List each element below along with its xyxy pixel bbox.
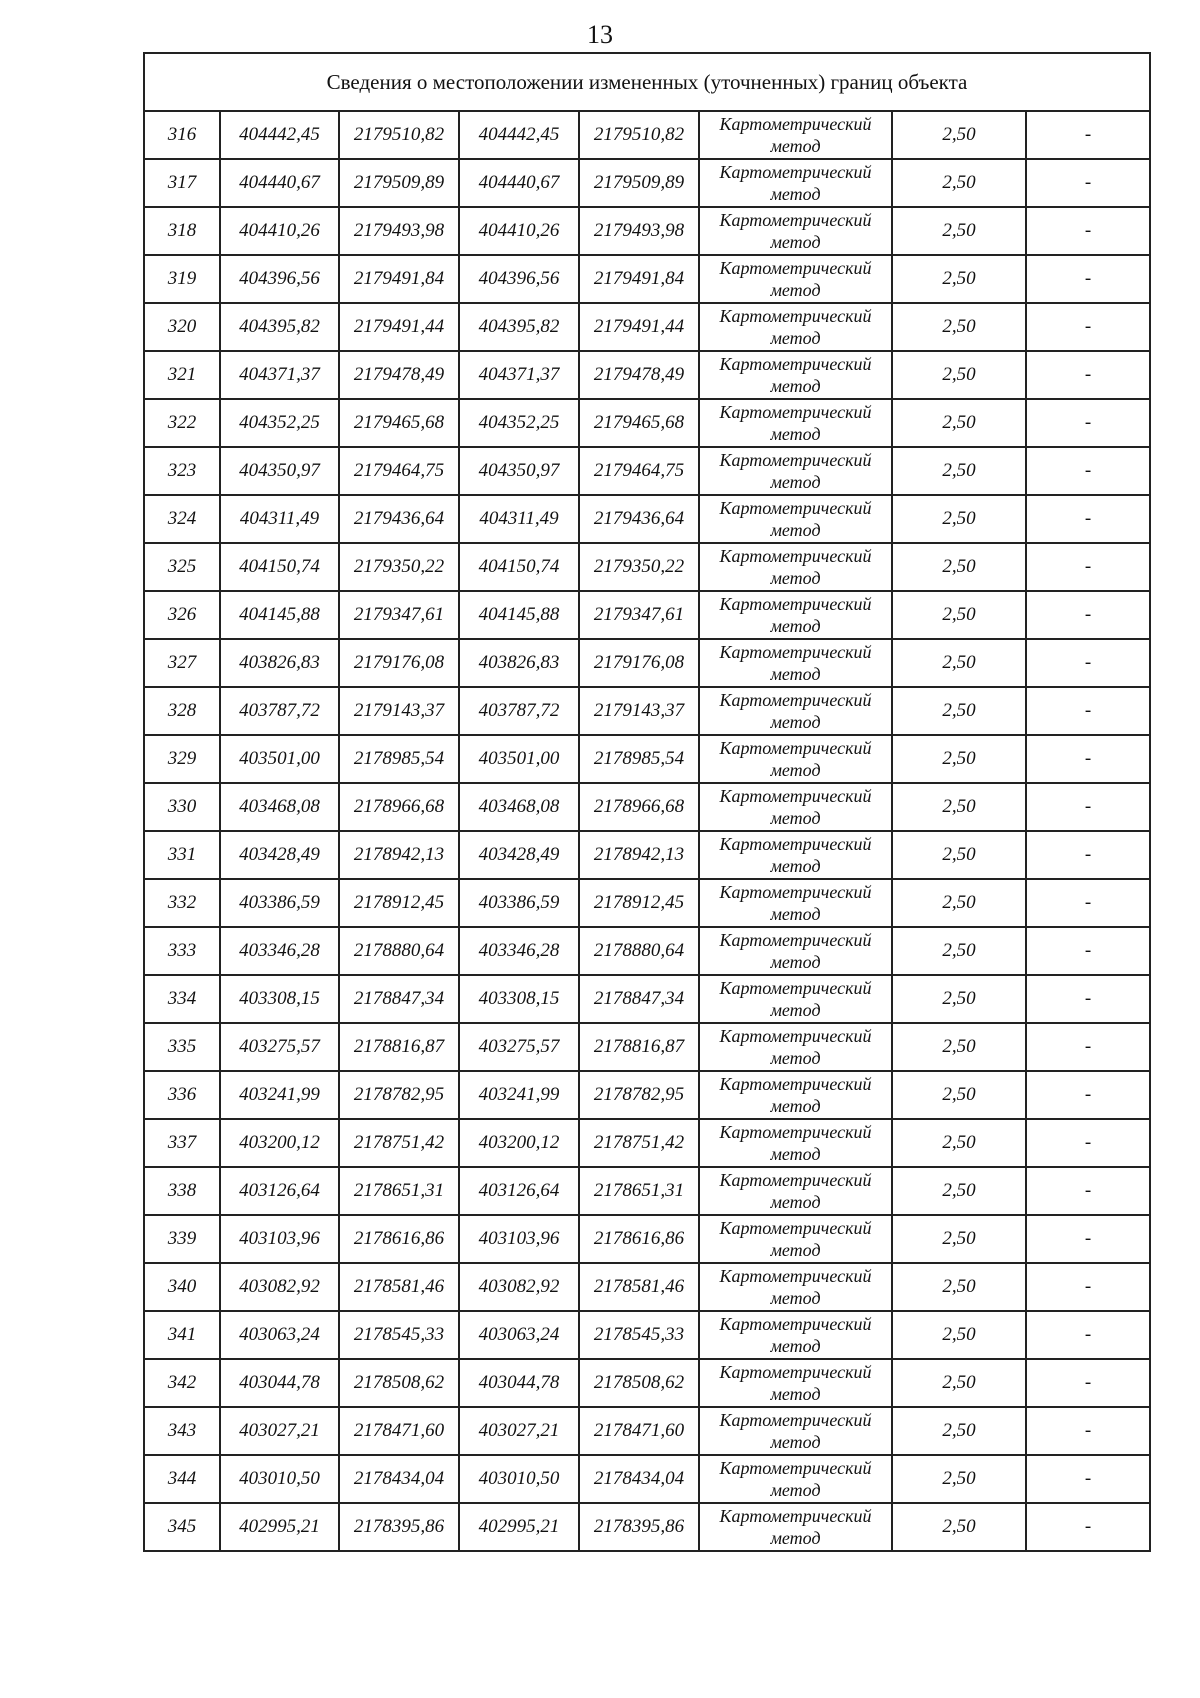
cell-x-existing: 404311,49 — [220, 495, 339, 543]
cell-note: - — [1026, 495, 1150, 543]
cell-accuracy: 2,50 — [892, 351, 1026, 399]
cell-point-number: 320 — [144, 303, 220, 351]
cell-x-existing: 403468,08 — [220, 783, 339, 831]
cell-accuracy: 2,50 — [892, 1167, 1026, 1215]
cell-x-existing: 403787,72 — [220, 687, 339, 735]
cell-y-new: 2179491,84 — [579, 255, 699, 303]
cell-accuracy: 2,50 — [892, 591, 1026, 639]
cell-accuracy: 2,50 — [892, 687, 1026, 735]
table-header: Сведения о местоположении измененных (уточненных) границ объекта — [144, 53, 1150, 111]
cell-x-existing: 403428,49 — [220, 831, 339, 879]
cell-point-number: 330 — [144, 783, 220, 831]
cell-note: - — [1026, 1311, 1150, 1359]
cell-y-new: 2179350,22 — [579, 543, 699, 591]
cell-y-existing: 2178912,45 — [339, 879, 459, 927]
cell-x-new: 403275,57 — [459, 1023, 579, 1071]
cell-y-existing: 2178545,33 — [339, 1311, 459, 1359]
table-row — [144, 495, 1150, 543]
cell-x-existing: 403126,64 — [220, 1167, 339, 1215]
cell-note: - — [1026, 1455, 1150, 1503]
cell-x-existing: 403044,78 — [220, 1359, 339, 1407]
cell-y-existing: 2179436,64 — [339, 495, 459, 543]
table-row — [144, 1311, 1150, 1359]
cell-accuracy: 2,50 — [892, 399, 1026, 447]
table-row — [144, 735, 1150, 783]
cell-y-existing: 2178985,54 — [339, 735, 459, 783]
cell-x-existing: 403826,83 — [220, 639, 339, 687]
cell-y-new: 2178651,31 — [579, 1167, 699, 1215]
cell-accuracy: 2,50 — [892, 1215, 1026, 1263]
cell-method: Картометрический метод — [699, 591, 892, 639]
table-row — [144, 543, 1150, 591]
cell-accuracy: 2,50 — [892, 1119, 1026, 1167]
cell-x-new: 404395,82 — [459, 303, 579, 351]
cell-method: Картометрический метод — [699, 879, 892, 927]
table-row — [144, 783, 1150, 831]
cell-y-existing: 2178395,86 — [339, 1503, 459, 1551]
table-row — [144, 639, 1150, 687]
cell-point-number: 321 — [144, 351, 220, 399]
table-row — [144, 1359, 1150, 1407]
cell-accuracy: 2,50 — [892, 1359, 1026, 1407]
table-row — [144, 351, 1150, 399]
cell-point-number: 338 — [144, 1167, 220, 1215]
cell-x-new: 403063,24 — [459, 1311, 579, 1359]
cell-accuracy: 2,50 — [892, 879, 1026, 927]
cell-accuracy: 2,50 — [892, 735, 1026, 783]
cell-x-existing: 403103,96 — [220, 1215, 339, 1263]
cell-x-existing: 404442,45 — [220, 111, 339, 159]
cell-y-existing: 2179350,22 — [339, 543, 459, 591]
cell-point-number: 343 — [144, 1407, 220, 1455]
cell-accuracy: 2,50 — [892, 447, 1026, 495]
table-row — [144, 1407, 1150, 1455]
cell-y-new: 2178581,46 — [579, 1263, 699, 1311]
cell-x-new: 404150,74 — [459, 543, 579, 591]
cell-y-existing: 2178471,60 — [339, 1407, 459, 1455]
cell-point-number: 334 — [144, 975, 220, 1023]
table-row — [144, 1071, 1150, 1119]
cell-y-new: 2178912,45 — [579, 879, 699, 927]
cell-x-new: 404371,37 — [459, 351, 579, 399]
cell-accuracy: 2,50 — [892, 495, 1026, 543]
cell-y-new: 2179436,64 — [579, 495, 699, 543]
cell-x-existing: 403501,00 — [220, 735, 339, 783]
cell-x-new: 403103,96 — [459, 1215, 579, 1263]
table-row — [144, 255, 1150, 303]
cell-x-new: 403027,21 — [459, 1407, 579, 1455]
cell-method: Картометрический метод — [699, 783, 892, 831]
cell-note: - — [1026, 735, 1150, 783]
table-row — [144, 879, 1150, 927]
cell-x-existing: 403275,57 — [220, 1023, 339, 1071]
cell-y-existing: 2178581,46 — [339, 1263, 459, 1311]
cell-x-new: 403126,64 — [459, 1167, 579, 1215]
cell-point-number: 332 — [144, 879, 220, 927]
cell-method: Картометрический метод — [699, 735, 892, 783]
cell-method: Картометрический метод — [699, 1311, 892, 1359]
cell-point-number: 316 — [144, 111, 220, 159]
cell-accuracy: 2,50 — [892, 303, 1026, 351]
cell-point-number: 342 — [144, 1359, 220, 1407]
cell-y-existing: 2179465,68 — [339, 399, 459, 447]
table-row — [144, 1455, 1150, 1503]
cell-note: - — [1026, 1359, 1150, 1407]
cell-note: - — [1026, 207, 1150, 255]
cell-y-existing: 2178847,34 — [339, 975, 459, 1023]
cell-x-existing: 404352,25 — [220, 399, 339, 447]
cell-accuracy: 2,50 — [892, 975, 1026, 1023]
cell-x-existing: 403386,59 — [220, 879, 339, 927]
cell-point-number: 344 — [144, 1455, 220, 1503]
cell-y-new: 2178545,33 — [579, 1311, 699, 1359]
cell-y-new: 2178471,60 — [579, 1407, 699, 1455]
cell-method: Картометрический метод — [699, 1359, 892, 1407]
cell-note: - — [1026, 1071, 1150, 1119]
cell-method: Картометрический метод — [699, 1455, 892, 1503]
cell-y-existing: 2179464,75 — [339, 447, 459, 495]
cell-method: Картометрический метод — [699, 207, 892, 255]
cell-y-new: 2179510,82 — [579, 111, 699, 159]
cell-accuracy: 2,50 — [892, 1311, 1026, 1359]
cell-x-new: 402995,21 — [459, 1503, 579, 1551]
cell-accuracy: 2,50 — [892, 1407, 1026, 1455]
cell-y-existing: 2179176,08 — [339, 639, 459, 687]
cell-point-number: 324 — [144, 495, 220, 543]
cell-y-new: 2178942,13 — [579, 831, 699, 879]
cell-point-number: 319 — [144, 255, 220, 303]
cell-x-new: 403386,59 — [459, 879, 579, 927]
cell-note: - — [1026, 831, 1150, 879]
cell-accuracy: 2,50 — [892, 1023, 1026, 1071]
cell-note: - — [1026, 1503, 1150, 1551]
cell-y-new: 2179176,08 — [579, 639, 699, 687]
cell-point-number: 325 — [144, 543, 220, 591]
table-row — [144, 1119, 1150, 1167]
cell-note: - — [1026, 927, 1150, 975]
cell-y-new: 2178816,87 — [579, 1023, 699, 1071]
cell-method: Картометрический метод — [699, 1263, 892, 1311]
cell-x-new: 403501,00 — [459, 735, 579, 783]
cell-method: Картометрический метод — [699, 1071, 892, 1119]
cell-point-number: 326 — [144, 591, 220, 639]
cell-y-existing: 2178508,62 — [339, 1359, 459, 1407]
cell-x-new: 404396,56 — [459, 255, 579, 303]
cell-x-existing: 404150,74 — [220, 543, 339, 591]
cell-point-number: 336 — [144, 1071, 220, 1119]
cell-y-existing: 2178782,95 — [339, 1071, 459, 1119]
cell-y-new: 2178751,42 — [579, 1119, 699, 1167]
cell-x-existing: 403308,15 — [220, 975, 339, 1023]
cell-note: - — [1026, 639, 1150, 687]
cell-x-new: 404442,45 — [459, 111, 579, 159]
cell-x-new: 403044,78 — [459, 1359, 579, 1407]
cell-y-new: 2178434,04 — [579, 1455, 699, 1503]
cell-note: - — [1026, 111, 1150, 159]
cell-accuracy: 2,50 — [892, 927, 1026, 975]
cell-x-existing: 404350,97 — [220, 447, 339, 495]
cell-point-number: 327 — [144, 639, 220, 687]
cell-note: - — [1026, 303, 1150, 351]
cell-note: - — [1026, 591, 1150, 639]
cell-method: Картометрический метод — [699, 399, 892, 447]
cell-x-existing: 403027,21 — [220, 1407, 339, 1455]
cell-accuracy: 2,50 — [892, 639, 1026, 687]
cell-x-new: 404410,26 — [459, 207, 579, 255]
cell-y-new: 2179347,61 — [579, 591, 699, 639]
cell-method: Картометрический метод — [699, 1215, 892, 1263]
table-row — [144, 927, 1150, 975]
cell-y-existing: 2178616,86 — [339, 1215, 459, 1263]
cell-x-existing: 403346,28 — [220, 927, 339, 975]
cell-x-new: 403826,83 — [459, 639, 579, 687]
cell-y-existing: 2178434,04 — [339, 1455, 459, 1503]
cell-y-existing: 2179491,84 — [339, 255, 459, 303]
cell-x-new: 404311,49 — [459, 495, 579, 543]
cell-note: - — [1026, 783, 1150, 831]
table-row — [144, 399, 1150, 447]
cell-x-new: 404352,25 — [459, 399, 579, 447]
cell-y-existing: 2178880,64 — [339, 927, 459, 975]
cell-y-existing: 2178751,42 — [339, 1119, 459, 1167]
cell-x-existing: 404440,67 — [220, 159, 339, 207]
cell-y-new: 2178880,64 — [579, 927, 699, 975]
cell-method: Картометрический метод — [699, 1503, 892, 1551]
cell-note: - — [1026, 1407, 1150, 1455]
cell-y-new: 2178782,95 — [579, 1071, 699, 1119]
boundary-coordinates-table — [143, 52, 1151, 1552]
cell-method: Картометрический метод — [699, 255, 892, 303]
cell-x-new: 404440,67 — [459, 159, 579, 207]
cell-y-new: 2178395,86 — [579, 1503, 699, 1551]
cell-y-existing: 2179347,61 — [339, 591, 459, 639]
cell-method: Картометрический метод — [699, 543, 892, 591]
cell-accuracy: 2,50 — [892, 783, 1026, 831]
cell-point-number: 335 — [144, 1023, 220, 1071]
table-row — [144, 591, 1150, 639]
cell-y-new: 2178985,54 — [579, 735, 699, 783]
cell-x-new: 403241,99 — [459, 1071, 579, 1119]
cell-note: - — [1026, 1263, 1150, 1311]
cell-x-existing: 404395,82 — [220, 303, 339, 351]
cell-method: Картометрический метод — [699, 447, 892, 495]
cell-method: Картометрический метод — [699, 495, 892, 543]
table-row — [144, 687, 1150, 735]
table-row — [144, 1167, 1150, 1215]
cell-accuracy: 2,50 — [892, 543, 1026, 591]
cell-y-existing: 2179509,89 — [339, 159, 459, 207]
cell-x-existing: 402995,21 — [220, 1503, 339, 1551]
cell-y-existing: 2178942,13 — [339, 831, 459, 879]
cell-point-number: 331 — [144, 831, 220, 879]
cell-accuracy: 2,50 — [892, 1263, 1026, 1311]
cell-y-new: 2179464,75 — [579, 447, 699, 495]
cell-y-existing: 2179478,49 — [339, 351, 459, 399]
cell-method: Картометрический метод — [699, 159, 892, 207]
cell-accuracy: 2,50 — [892, 159, 1026, 207]
table-row — [144, 447, 1150, 495]
cell-note: - — [1026, 447, 1150, 495]
cell-point-number: 323 — [144, 447, 220, 495]
cell-y-existing: 2179143,37 — [339, 687, 459, 735]
cell-y-new: 2179491,44 — [579, 303, 699, 351]
cell-accuracy: 2,50 — [892, 1455, 1026, 1503]
cell-x-existing: 404371,37 — [220, 351, 339, 399]
cell-note: - — [1026, 351, 1150, 399]
cell-note: - — [1026, 543, 1150, 591]
cell-accuracy: 2,50 — [892, 255, 1026, 303]
cell-x-new: 404350,97 — [459, 447, 579, 495]
cell-x-existing: 403082,92 — [220, 1263, 339, 1311]
cell-note: - — [1026, 687, 1150, 735]
cell-y-existing: 2178966,68 — [339, 783, 459, 831]
cell-y-existing: 2179491,44 — [339, 303, 459, 351]
cell-x-new: 403346,28 — [459, 927, 579, 975]
table-row — [144, 1503, 1150, 1551]
cell-x-new: 403200,12 — [459, 1119, 579, 1167]
table-header-row — [144, 53, 1150, 111]
cell-point-number: 341 — [144, 1311, 220, 1359]
table-row — [144, 831, 1150, 879]
cell-note: - — [1026, 879, 1150, 927]
cell-y-new: 2178966,68 — [579, 783, 699, 831]
cell-x-existing: 403063,24 — [220, 1311, 339, 1359]
cell-method: Картометрический метод — [699, 1167, 892, 1215]
cell-method: Картометрический метод — [699, 639, 892, 687]
cell-note: - — [1026, 1119, 1150, 1167]
cell-method: Картометрический метод — [699, 831, 892, 879]
cell-point-number: 318 — [144, 207, 220, 255]
table-row — [144, 159, 1150, 207]
cell-y-new: 2178508,62 — [579, 1359, 699, 1407]
cell-method: Картометрический метод — [699, 1023, 892, 1071]
cell-x-new: 403428,49 — [459, 831, 579, 879]
cell-x-existing: 404396,56 — [220, 255, 339, 303]
cell-x-existing: 403241,99 — [220, 1071, 339, 1119]
cell-x-new: 403468,08 — [459, 783, 579, 831]
cell-accuracy: 2,50 — [892, 831, 1026, 879]
cell-note: - — [1026, 975, 1150, 1023]
table-row — [144, 111, 1150, 159]
cell-x-new: 403010,50 — [459, 1455, 579, 1503]
table-row — [144, 303, 1150, 351]
table-row — [144, 207, 1150, 255]
cell-point-number: 329 — [144, 735, 220, 783]
cell-point-number: 337 — [144, 1119, 220, 1167]
cell-y-new: 2179465,68 — [579, 399, 699, 447]
cell-y-new: 2178616,86 — [579, 1215, 699, 1263]
cell-y-existing: 2179493,98 — [339, 207, 459, 255]
cell-x-new: 403787,72 — [459, 687, 579, 735]
cell-method: Картометрический метод — [699, 687, 892, 735]
cell-x-new: 403082,92 — [459, 1263, 579, 1311]
cell-point-number: 322 — [144, 399, 220, 447]
cell-x-existing: 404410,26 — [220, 207, 339, 255]
cell-y-new: 2179478,49 — [579, 351, 699, 399]
cell-method: Картометрический метод — [699, 975, 892, 1023]
cell-y-new: 2179143,37 — [579, 687, 699, 735]
cell-y-new: 2179493,98 — [579, 207, 699, 255]
cell-accuracy: 2,50 — [892, 111, 1026, 159]
cell-note: - — [1026, 1023, 1150, 1071]
cell-x-existing: 403010,50 — [220, 1455, 339, 1503]
cell-point-number: 317 — [144, 159, 220, 207]
cell-y-existing: 2179510,82 — [339, 111, 459, 159]
cell-accuracy: 2,50 — [892, 207, 1026, 255]
table-row — [144, 1215, 1150, 1263]
cell-method: Картометрический метод — [699, 351, 892, 399]
cell-point-number: 339 — [144, 1215, 220, 1263]
cell-note: - — [1026, 1167, 1150, 1215]
cell-note: - — [1026, 1215, 1150, 1263]
table-row — [144, 1263, 1150, 1311]
cell-note: - — [1026, 255, 1150, 303]
table-row — [144, 1023, 1150, 1071]
cell-x-new: 403308,15 — [459, 975, 579, 1023]
cell-y-new: 2179509,89 — [579, 159, 699, 207]
table-row — [144, 975, 1150, 1023]
cell-method: Картометрический метод — [699, 111, 892, 159]
cell-point-number: 340 — [144, 1263, 220, 1311]
cell-y-new: 2178847,34 — [579, 975, 699, 1023]
cell-y-existing: 2178651,31 — [339, 1167, 459, 1215]
cell-x-new: 404145,88 — [459, 591, 579, 639]
cell-accuracy: 2,50 — [892, 1503, 1026, 1551]
cell-method: Картометрический метод — [699, 303, 892, 351]
cell-method: Картометрический метод — [699, 927, 892, 975]
cell-note: - — [1026, 399, 1150, 447]
page-number: 13 — [587, 20, 613, 49]
cell-point-number: 333 — [144, 927, 220, 975]
cell-x-existing: 403200,12 — [220, 1119, 339, 1167]
cell-note: - — [1026, 159, 1150, 207]
cell-point-number: 328 — [144, 687, 220, 735]
cell-x-existing: 404145,88 — [220, 591, 339, 639]
cell-y-existing: 2178816,87 — [339, 1023, 459, 1071]
cell-accuracy: 2,50 — [892, 1071, 1026, 1119]
cell-method: Картометрический метод — [699, 1407, 892, 1455]
cell-method: Картометрический метод — [699, 1119, 892, 1167]
cell-point-number: 345 — [144, 1503, 220, 1551]
